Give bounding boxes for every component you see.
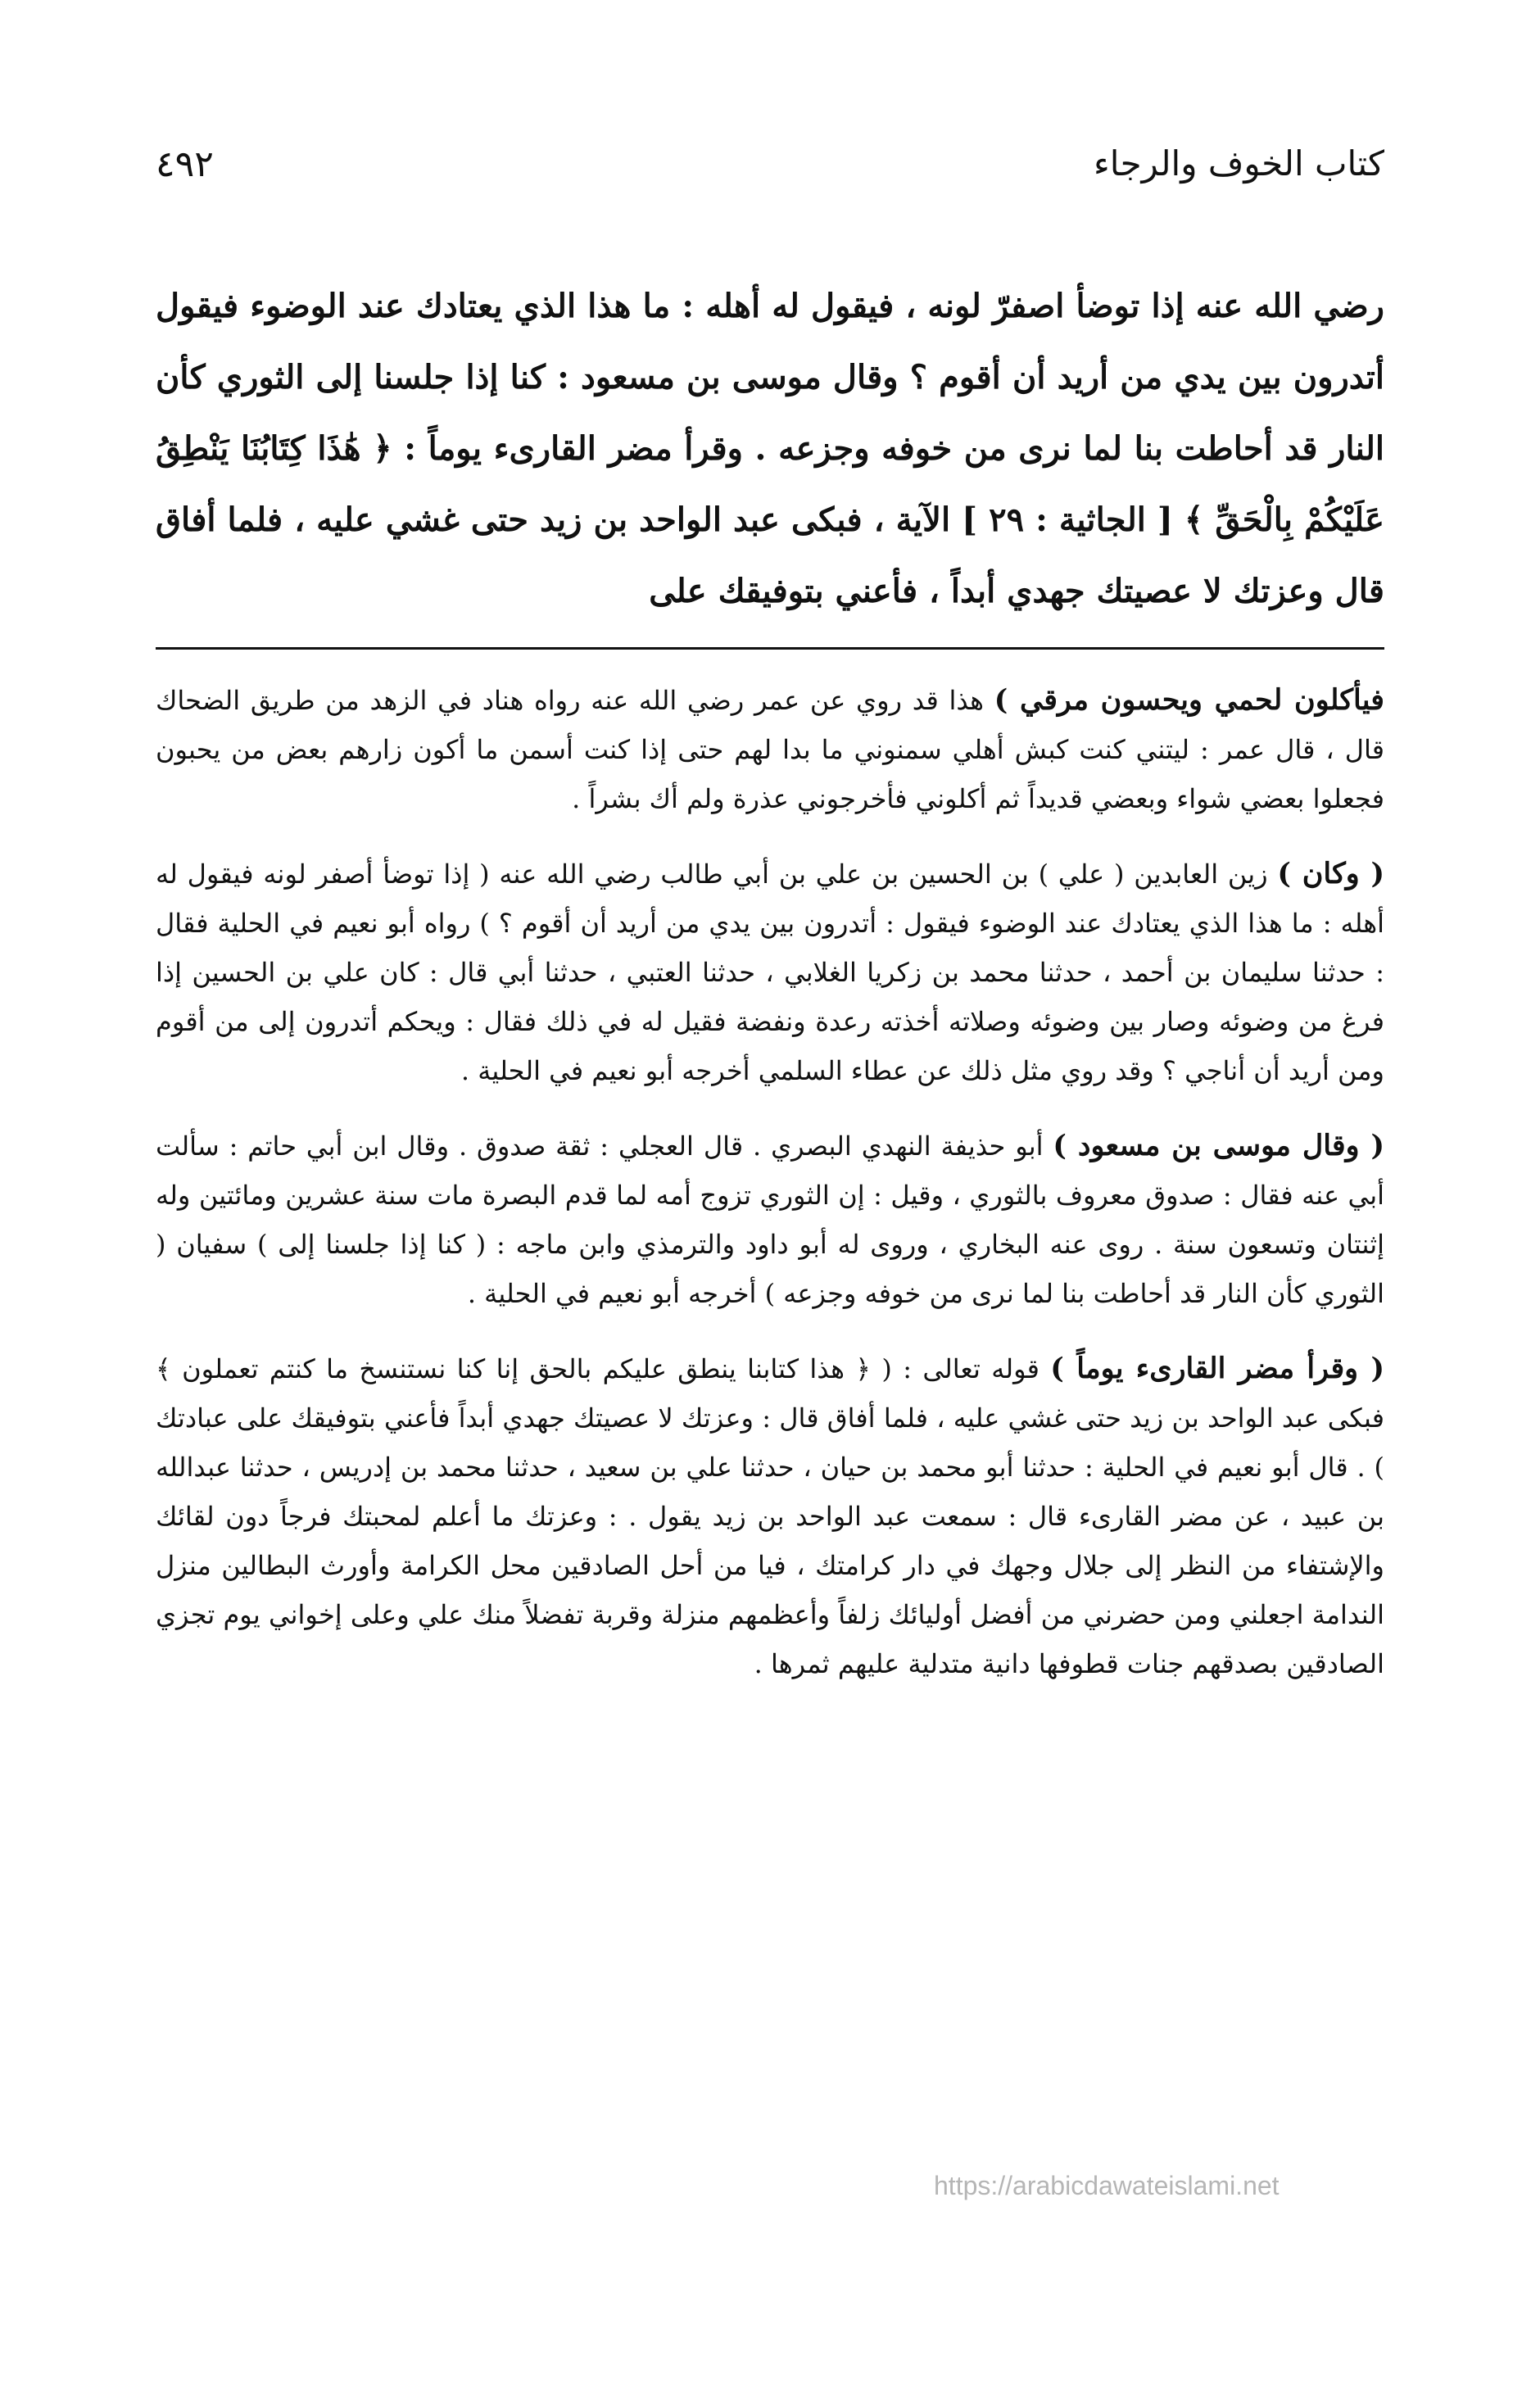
commentary-body: أبو حذيفة النهدي البصري . قال العجلي : ثقة صدوق . وقال ابن أبي حاتم : سألت أبي عنه فقال : صدوق معروف بالثوري ، وقيل : إن الثوري تزوج أمه لما قدم البصرة مات سنة عشرين ومائتين وله إثنتان وتسعون سنة . روى عنه البخاري ، وروى له أبو داود والترمذي وابن ماجه : ( كنا إذا جلسنا إلى ) سفيان ( الثوري كأن النار قد أحاطت بنا لما نرى من خوفه وجزعه ) أخرجه أبو نعيم في الحلية . <box>156 1130 1385 1309</box>
commentary-lead: ( وقال موسى بن مسعود ) <box>1053 1129 1385 1162</box>
commentary-paragraph <box>156 849 1384 1095</box>
page-number: ٤٩٢ <box>156 143 214 185</box>
commentary-lead: فيأكلون لحمي ويحسون مرقي ) <box>994 683 1384 717</box>
commentary-body: قوله تعالى : ( ﴿ هذا كتابنا ينطق عليكم بالحق إنا كنا نستنسخ ما كنتم تعملون ﴾ فبكى عبد الواحد بن زيد حتى غشي عليه ، فلما أفاق قال : وعزتك لا عصيتك جهدي أبداً فأعني بتوفيقك على عبادتك ) . قال أبو نعيم في الحلية : حدثنا أبو محمد بن حيان ، حدثنا علي بن سعيد ، حدثنا محمد بن إدريس ، حدثنا عبدالله بن عبيد ، عن مضر القارىء قال : سمعت عبد الواحد بن زيد يقول . : وعزتك ما أعلم لمحبتك فرجاً دون لقائك والإشتفاء من النظر إلى جلال وجهك في دار كرامتك ، فيا من أحل الصادقين محل الكرامة وأورث البطالين منزل الندامة اجعلني ومن حضرني من أفضل أوليائك زلفاً وأعظمهم منزلة وقربة تفضلاً منك علي وعلى إخواني يوم تجزي الصادقين بصدقهم جنات قطوفها دانية متدلية عليهم ثمرها . <box>156 1353 1385 1679</box>
commentary-lead: ( وقرأ مضر القارىء يوماً ) <box>1050 1352 1385 1385</box>
commentary <box>156 676 1384 1715</box>
commentary-body: زين العابدين ( علي ) بن الحسين بن علي بن أبي طالب رضي الله عنه ( إذا توضأ أصفر لونه فيقول له أهله : ما هذا الذي يعتادك عند الوضوء فيقول : أتدرون بين يدي من أريد أن أقوم ؟ ) رواه أبو نعيم في الحلية فقال : حدثنا سليمان بن أحمد ، حدثنا محمد بن زكريا الغلابي ، حدثنا العتبي ، حدثنا أبي قال : كان علي بن الحسين إذا فرغ من وضوئه وصار بين وضوئه وصلاته أخذته رعدة ونفضة فقيل له في ذلك فقال : ويحكم أتدرون إلى من أقوم ومن أريد أن أناجي ؟ وقد روي مثل ذلك عن عطاء السلمي أخرجه أبو نعيم في الحلية . <box>156 859 1385 1086</box>
footnote-divider <box>156 647 1384 650</box>
commentary-lead: ( وكان ) <box>1277 857 1385 890</box>
page-header <box>156 143 1384 201</box>
running-title: كتاب الخوف والرجاء <box>1094 143 1384 183</box>
commentary-paragraph <box>156 1344 1384 1688</box>
watermark-url: https://arabicdawateislami.net <box>934 2171 1280 2200</box>
main-paragraph: رضي الله عنه إذا توضأ اصفرّ لونه ، فيقول له أهله : ما هذا الذي يعتادك عند الوضوء فيقول أتدرون بين يدي من أريد أن أقوم ؟ وقال موسى بن مسعود : كنا إذا جلسنا إلى الثوري كأن النار قد أحاطت بنا لما نرى من خوفه وجزعه . وقرأ مضر القارىء يوماً : ﴿ هَٰذَا كِتَابُنَا يَنْطِقُ عَلَيْكُمْ بِالْحَقِّ ﴾ [ الجاثية : ٢٩ ] الآية ، فبكى عبد الواحد بن زيد حتى غشي عليه ، فلما أفاق قال وعزتك لا عصيتك جهدي أبداً ، فأعني بتوفيقك على <box>156 287 1384 610</box>
commentary-body: هذا قد روي عن عمر رضي الله عنه رواه هناد في الزهد من طريق الضحاك قال ، قال عمر : ليتني كنت كبش أهلي سمنوني ما بدا لهم حتى إذا كنت أسمن ما أكون زارهم بعض من يحبون فجعلوا بعضي شواء وبعضي قديداً ثم أكلوني فأخرجوني عذرة ولم أك بشراً . <box>156 685 1385 814</box>
commentary-paragraph <box>156 1121 1384 1318</box>
main-text <box>156 270 1384 627</box>
commentary-paragraph <box>156 676 1384 823</box>
